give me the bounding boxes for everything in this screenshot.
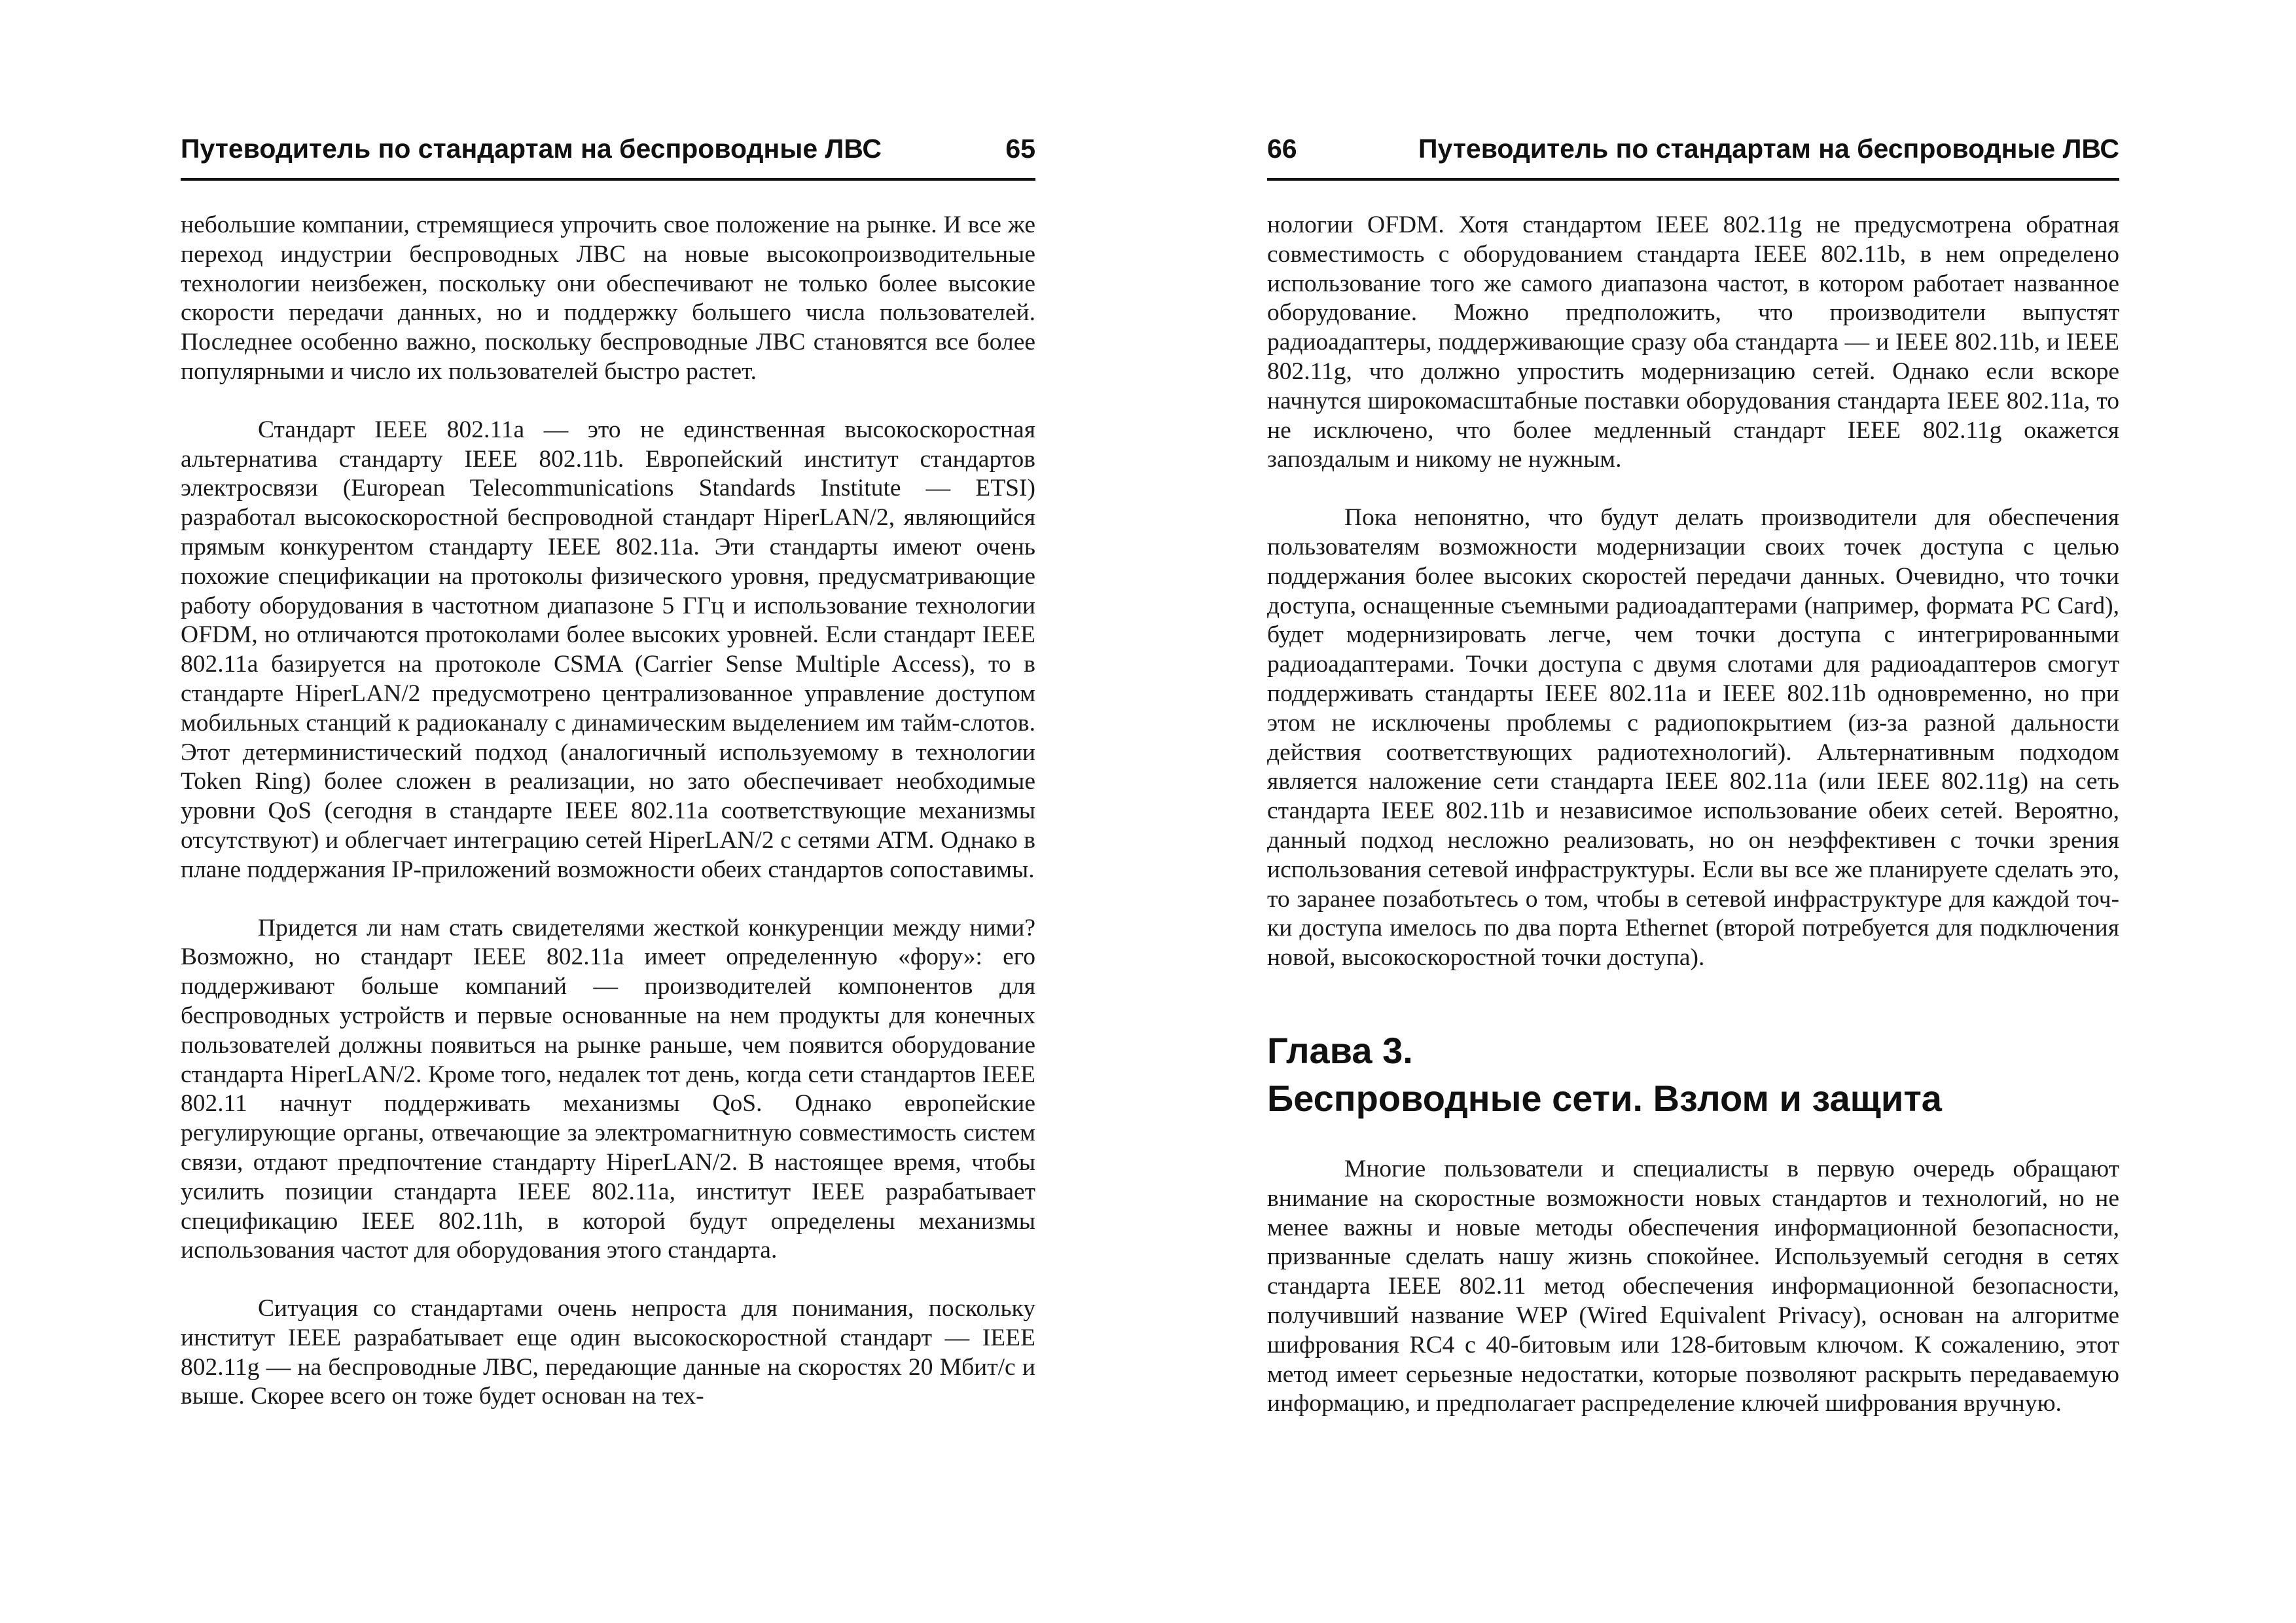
chapter-number: Глава 3.	[1267, 1030, 1413, 1071]
chapter-title: Беспроводные сети. Взлом и защита	[1267, 1078, 1942, 1119]
left-running-header	[181, 128, 1035, 181]
left-paragraph-4: Ситуация со стандартами очень непроста для понимания, поскольку институт IEEE разрабатывает еще один высокоскоростной стандарт — IEEE 802.11g — на беспроводные ЛВС, передающие данные на скоростях 20 Мбит/с и выше. Скорее всего он тоже будет основан на тех-	[181, 1295, 1035, 1410]
right-paragraph-1: нологии OFDM. Хотя стандартом IEEE 802.11g не предусмотрена обратная совместимость с оборудованием стандарта IEEE 802.11b, в нем определено использование того же самого диапазона частот, в котором работает названное оборудование. Можно предположить, что производители выпустят радиоадаптеры, поддерживающие сразу оба стандарта — и IEEE 802.11b, и IEEE 802.11g, что должно упростить модернизацию сетей. Однако если вскоре начнутся широкомасштабные поставки оборудования стандарта IEEE 802.11a, то не исключено, что более медленный стандарт IEEE 802.11g окажется запоздалым и никому не нужным.	[1267, 211, 2119, 473]
left-paragraph-1: небольшие компании, стремящиеся упрочить свое положение на рынке. И все же переход индустрии беспроводных ЛВС на новые высокопроизводительные технологии неизбежен, поскольку они обеспечивают не только более высокие скорости передачи данных, но и поддержку большего числа пользователей. Последнее особенно важно, поскольку беспроводные ЛВС становятся все более популярными и число их пользователей быстро растет.	[181, 211, 1035, 385]
chapter-paragraph: Многие пользователи и специалисты в первую очередь обращают внимание на скоростные возможности новых стандартов и технологий, но не менее важны и новые методы обеспечения информационной безопасности, призванные сделать нашу жизнь спокойнее. Используемый сегодня в сетях стандарта IEEE 802.11 метод обеспечения информационной безопасности, получивший название WEP (Wired Equivalent Privacy), основан на алгоритме шифрования RC4 с 40-битовым или 128-битовым ключом. К сожалению, этот метод имеет серьезные недостатки, которые позволяют раскрыть передаваемую информацию, и предполагает распределение ключей шифрования вручную.	[1267, 1156, 2119, 1417]
left-paragraph-2: Стандарт IEEE 802.11a — это не единственная высокоскоростная альтернатива стандарту IEEE 802.11b. Европейский институт стандартов электросвязи (European Telecommunications Standards Institute — ETSI) разработал высокоскоростной беспроводной стандарт HiperLAN/2, являющийся прямым конкурентом стандарту IEEE 802.11a. Эти стандарты имеют очень похожие спецификации на протоколы физического уровня, предусматривающие работу оборудования в частотном диапазоне 5 ГГц и использование технологии OFDM, но отличаются протоколами более высоких уровней. Если стандарт IEEE 802.11a базируется на протоколе CSMA (Carrier Sense Multiple Access), то в стандарте HiperLAN/2 предусмотрено централизованное управление доступом мобильных станций к радиоканалу с динамическим выделением им тайм-слотов. Этот детерминистический подход (аналогичный используемому в технологии Token Ring) более сложен в реализации, но зато обеспечивает необходимые уровни QoS (сегодня в стандарте IEEE 802.11a соответствующие механизмы отсутствуют) и облегчает интеграцию сетей HiperLAN/2 с сетями ATM. Однако в плане поддержания IP-приложений возможности обеих стандартов сопоставимы.	[181, 416, 1035, 883]
right-body-text	[1267, 211, 2119, 973]
chapter-heading	[1267, 1027, 2119, 1122]
left-header-title: Путеводитель по стандартам на беспроводные ЛВС	[181, 134, 882, 164]
chapter-body-text	[1267, 1155, 2119, 1419]
left-body-text	[181, 211, 1035, 1412]
left-page-number: 65	[1005, 134, 1035, 164]
right-header-title: Путеводитель по стандартам на беспроводные ЛВС	[1418, 134, 2119, 164]
right-running-header	[1267, 128, 2119, 181]
right-page-number: 66	[1267, 134, 1297, 164]
right-paragraph-2: Пока непонятно, что будут делать производители для обеспечения пользователям возможности модернизации своих точек доступа с целью поддержания более высоких скоростей передачи данных. Очевидно, что точки доступа, оснащенные съемными радиоадаптерами (например, формата PC Card), будет модернизировать легче, чем точки доступа с интегрированными радиоадаптерами. Точки доступа с двумя слотами для радиоадаптеров смогут поддерживать стандарты IEEE 802.11a и IEEE 802.11b одновременно, но при этом не исключены проблемы с радиопокрытием (из-за разной дальности действия соответствующих радиотехнологий). Альтернативным подходом является наложение сети стандарта IEEE 802.11a (или IEEE 802.11g) на сеть стандарта IEEE 802.11b и независимое использование обеих сетей. Вероятно, данный подход несложно реализовать, но он неэффективен с точки зрения использования сетевой инфраструктуры. Если вы все же планируете сделать это, то заранее позаботьтесь о том, чтобы в сетевой инфраструктуре для каждой точки доступа имелось по два порта Ethernet (второй потребуется для подключения новой, высокоскоростной точки доступа).	[1267, 504, 2119, 972]
left-paragraph-3: Придется ли нам стать свидетелями жесткой конкуренции между ними? Возможно, но стандарт IEEE 802.11a имеет определенную «фору»: его поддерживают больше компаний — производителей компонентов для беспроводных устройств и первые основанные на нем продукты для конечных пользователей должны появиться на рынке раньше, чем появится оборудование стандарта HiperLAN/2. Кроме того, недалек тот день, когда сети стандартов IEEE 802.11 начнут поддерживать механизмы QoS. Однако европейские регулирующие органы, отвечающие за электромагнитную совместимость систем связи, отдают предпочтение стандарту HiperLAN/2. В настоящее время, чтобы усилить позиции стандарта IEEE 802.11a, институт IEEE разрабатывает спецификацию IEEE 802.11h, в которой будут определены механизмы использования частот для оборудования этого стандарта.	[181, 914, 1035, 1264]
